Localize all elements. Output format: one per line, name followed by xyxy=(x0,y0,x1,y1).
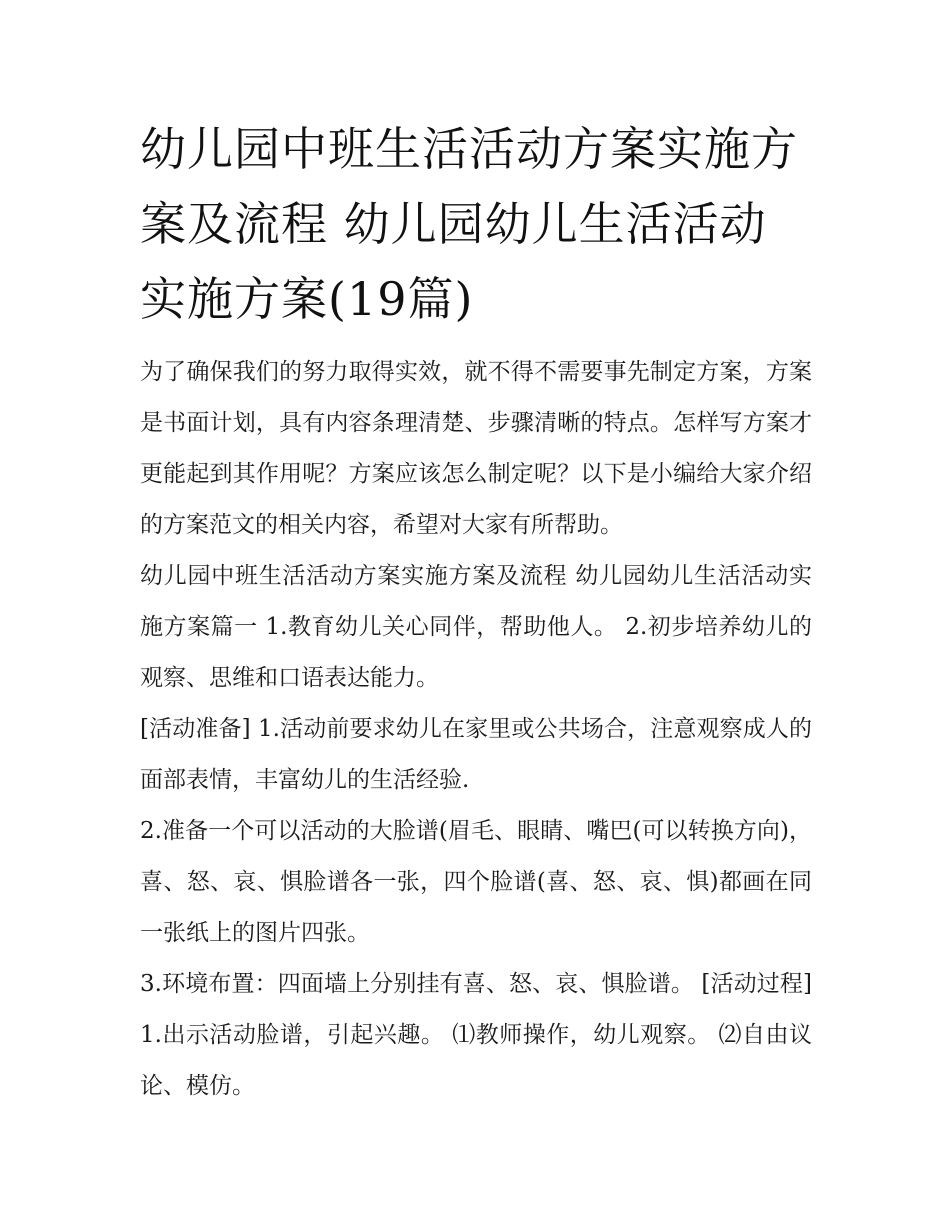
document-body xyxy=(140,112,812,1112)
paragraph-preparation-2: 2.准备一个可以活动的大脸谱(眉毛、眼睛、嘴巴(可以转换方向)，喜、怒、哀、惧脸谱各一张，四个脸谱(喜、怒、哀、惧)都画在同一张纸上的图片四张。 xyxy=(140,818,812,946)
paragraph-process: 3.环境布置：四面墙上分别挂有喜、怒、哀、惧脸谱。 [活动过程] 1.出示活动脸谱，引起兴趣。 ⑴教师操作，幼儿观察。 ⑵自由议论、模仿。 xyxy=(140,971,812,1099)
paragraph-goals: 幼儿园中班生活活动方案实施方案及流程 幼儿园幼儿生活活动实施方案篇一 1.教育幼儿关心同伴，帮助他人。 2.初步培养幼儿的观察、思维和口语表达能力。 xyxy=(140,563,812,691)
document-title: 幼儿园中班生活活动方案实施方案及流程 幼儿园幼儿生活活动实施方案(19篇) xyxy=(140,122,798,326)
paragraph-preparation-1: [活动准备] 1.活动前要求幼儿在家里或公共场合，注意观察成人的面部表情，丰富幼儿的生活经验. xyxy=(140,716,812,793)
paragraph-intro: 为了确保我们的努力取得实效，就不得不需要事先制定方案，方案是书面计划，具有内容条理清楚、步骤清晰的特点。怎样写方案才更能起到其作用呢？方案应该怎么制定呢？以下是小编给大家介绍的方案范文的相关内容，希望对大家有所帮助。 xyxy=(140,359,812,538)
